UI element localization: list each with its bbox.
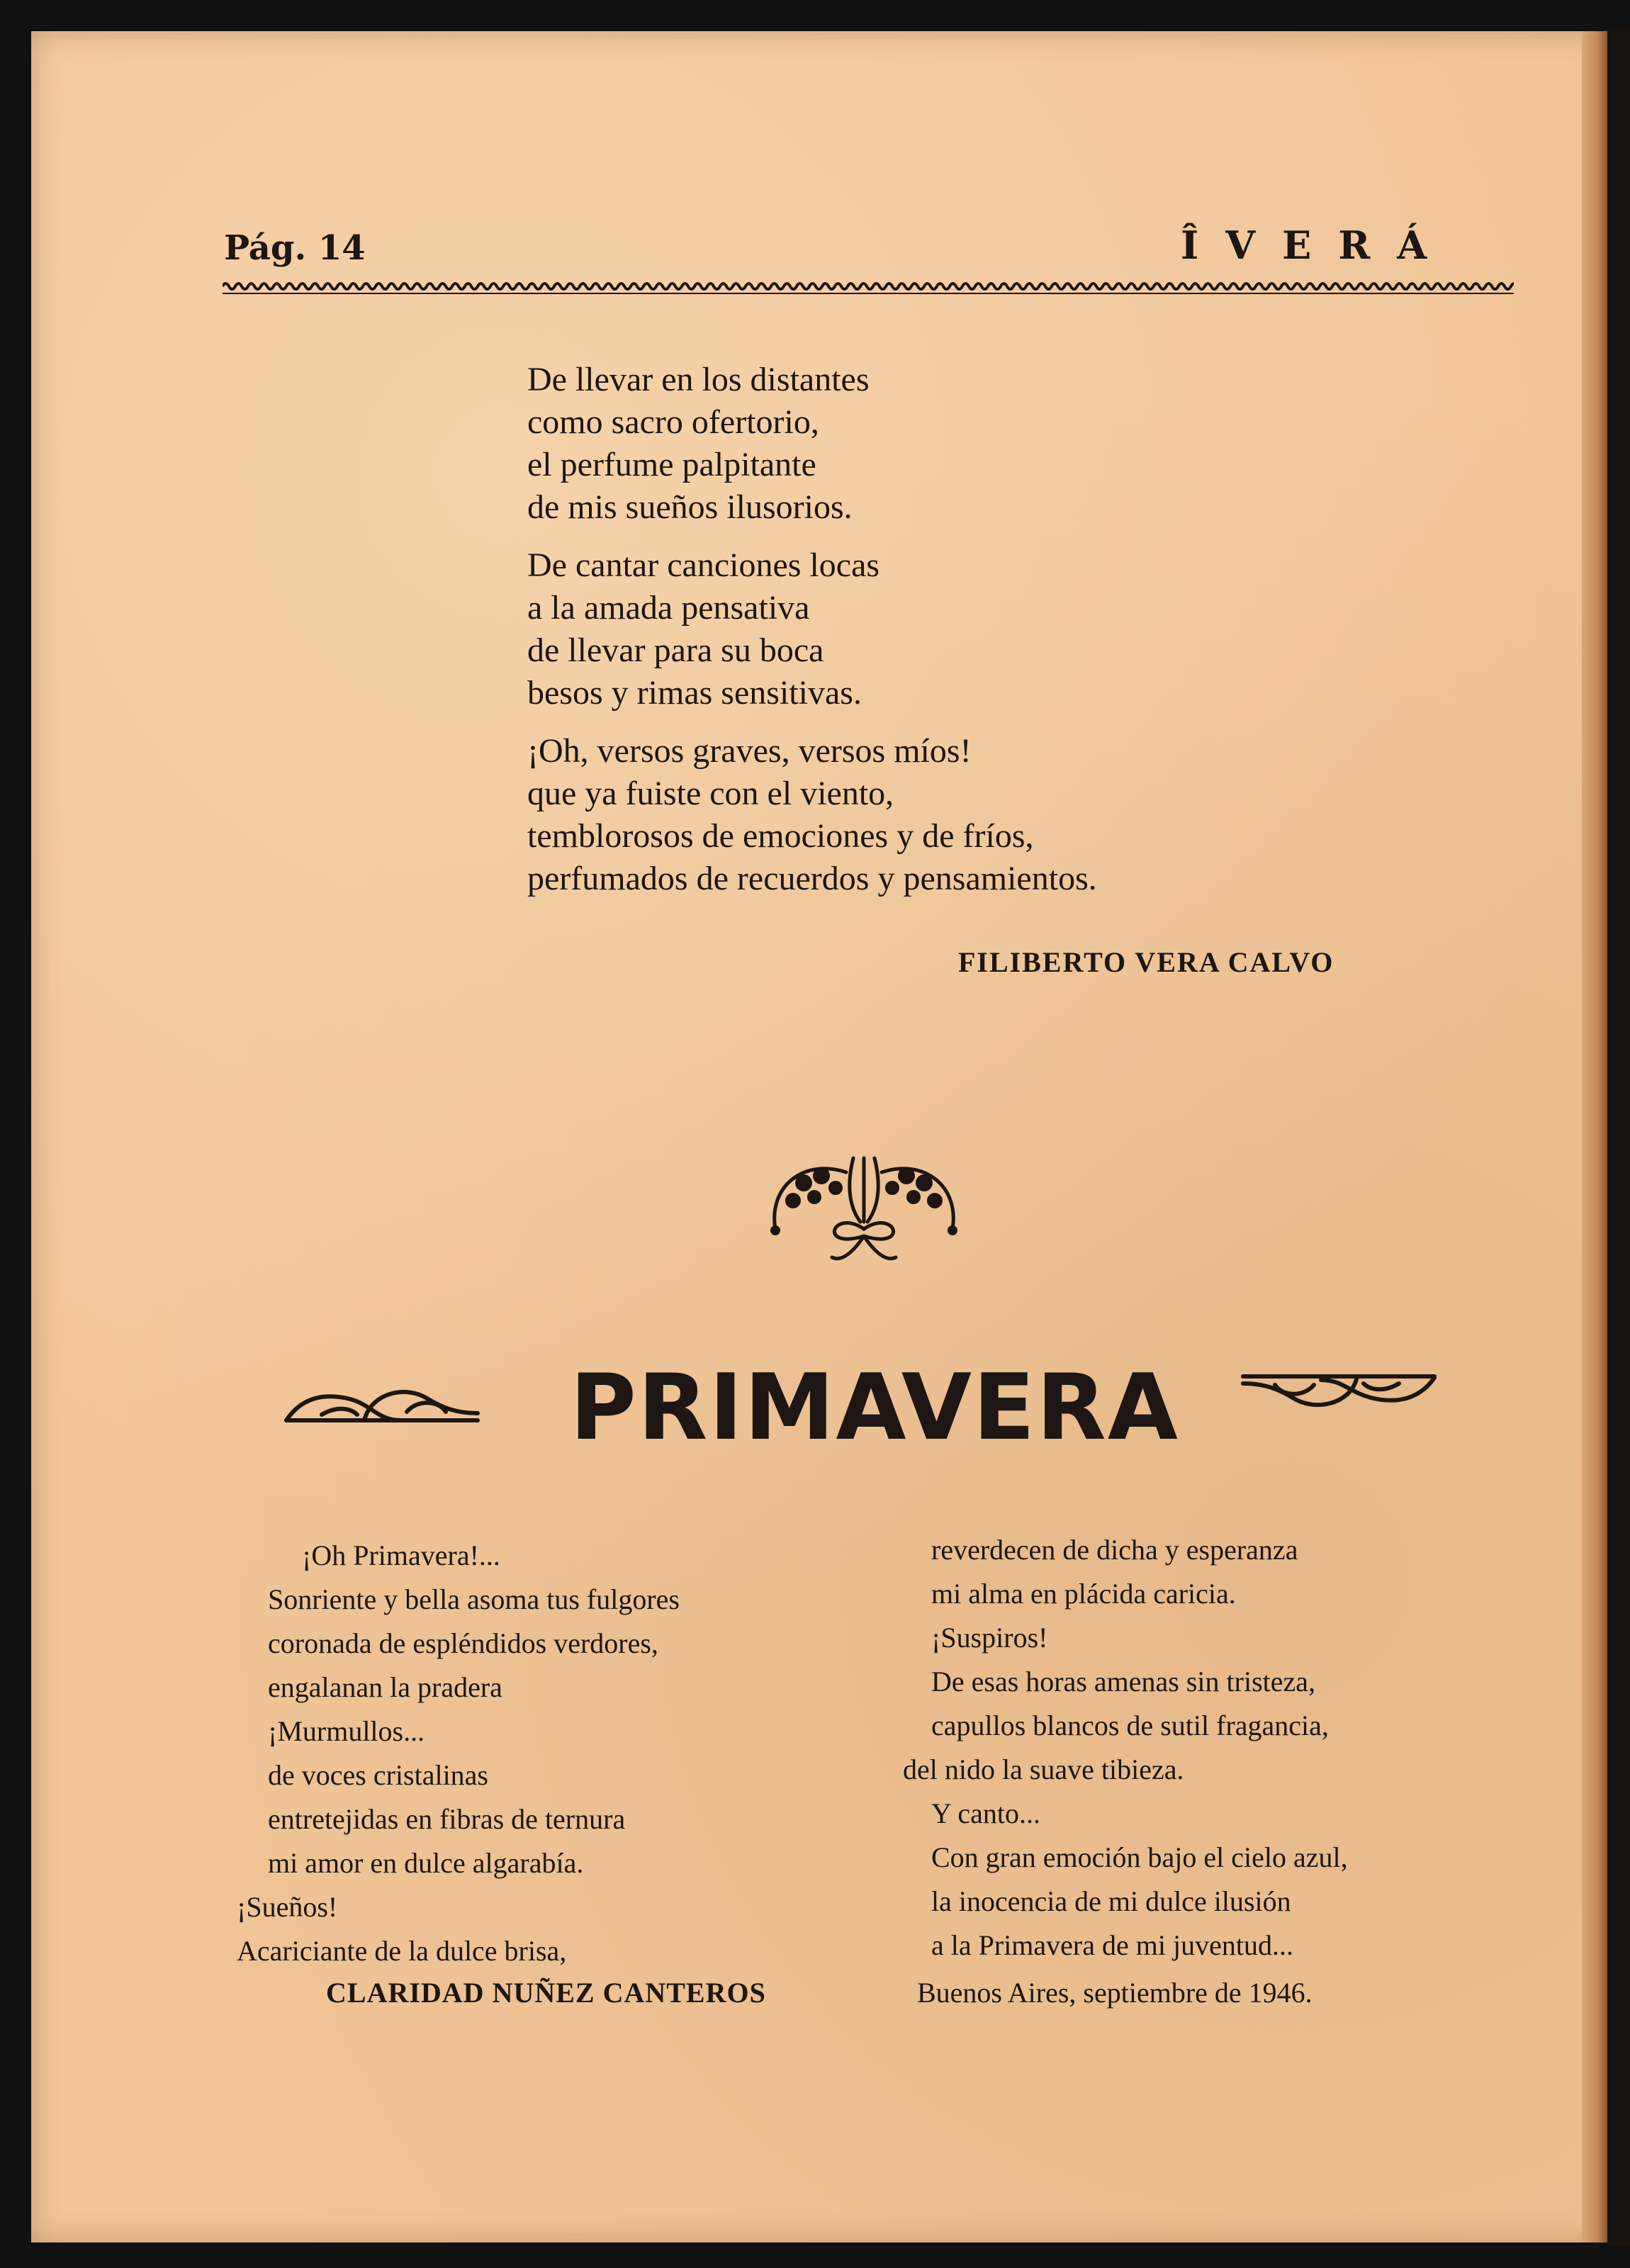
magazine-page — [31, 31, 1607, 2242]
poem-line: coronada de espléndidos verdores, — [268, 1627, 658, 1659]
poem-line: besos y rimas sensitivas. — [527, 674, 862, 712]
wavy-header-rule — [223, 278, 1514, 296]
poem-line: de voces cristalinas — [268, 1759, 488, 1791]
poem-stanza — [527, 359, 1097, 529]
poem-line: De cantar canciones locas — [527, 546, 880, 584]
poem-line: que ya fuiste con el viento, — [527, 775, 894, 812]
poem-line: Sonriente y bella asoma tus fulgores — [268, 1583, 680, 1615]
poem-second-place-date: Buenos Aires, septiembre de 1946. — [917, 1977, 1313, 2009]
poem-line: como sacro ofertorio, — [527, 403, 819, 441]
poem-line: ¡Murmullos... — [268, 1715, 425, 1747]
page-spine-edge — [1582, 31, 1607, 2242]
poem-line: mi amor en dulce algarabía. — [268, 1847, 584, 1879]
poem-line: a la amada pensativa — [527, 589, 810, 627]
poem-line: de mis sueños ilusorios. — [527, 488, 853, 526]
poem-line: ¡Sueños! — [237, 1891, 338, 1923]
poem-stanza — [527, 544, 1097, 714]
poem-line: temblorosos de emociones y de fríos, — [527, 817, 1034, 855]
poem-second-author: CLARIDAD NUÑEZ CANTEROS — [326, 1977, 766, 2009]
publication-title: ÎVERÁ — [1181, 223, 1454, 268]
scan-dark-border — [1607, 28, 1630, 2247]
poem-line: reverdecen de dicha y esperanza — [931, 1534, 1298, 1566]
poem-line: del nido la suave tibieza. — [903, 1753, 1184, 1785]
poem-line: a la Primavera de mi juventud... — [931, 1929, 1293, 1961]
poem-line: el perfume palpitante — [527, 446, 816, 483]
poem-first-author: FILIBERTO VERA CALVO — [958, 946, 1334, 978]
poem-stanza — [527, 730, 1097, 900]
poem-line: capullos blancos de sutil fragancia, — [931, 1710, 1329, 1741]
floral-bow-ornament-icon — [761, 1144, 967, 1264]
title-left-flourish-icon — [279, 1371, 485, 1435]
poem-line: perfumados de recuerdos y pensamientos. — [527, 860, 1097, 897]
poem-line: engalanan la pradera — [268, 1671, 502, 1703]
poem-line: de llevar para su boca — [527, 631, 824, 669]
poem-line: la inocencia de mi dulce ilusión — [931, 1885, 1291, 1917]
poem-second-right-column — [903, 1528, 1348, 1967]
poem-line: ¡Oh Primavera!... — [302, 1539, 500, 1571]
poem-line: De esas horas amenas sin tristeza, — [931, 1666, 1316, 1697]
poem-second-title: PRIMAVERA — [570, 1355, 1179, 1461]
poem-line: entretejidas en fibras de ternura — [268, 1803, 626, 1835]
poem-second-left-column — [237, 1534, 680, 1973]
title-right-flourish-icon — [1236, 1362, 1441, 1426]
poem-line: ¡Oh, versos graves, versos míos! — [527, 732, 972, 770]
poem-line: De llevar en los distantes — [527, 361, 870, 398]
poem-line: Y canto... — [931, 1797, 1041, 1829]
page-number: Pág. 14 — [224, 228, 366, 268]
poem-line: Con gran emoción bajo el cielo azul, — [931, 1841, 1348, 1873]
poem-first-text — [527, 359, 1097, 916]
poem-line: ¡Suspiros! — [931, 1622, 1048, 1654]
poem-line: Acariciante de la dulce brisa, — [237, 1935, 567, 1967]
poem-line: mi alma en plácida caricia. — [931, 1578, 1236, 1610]
